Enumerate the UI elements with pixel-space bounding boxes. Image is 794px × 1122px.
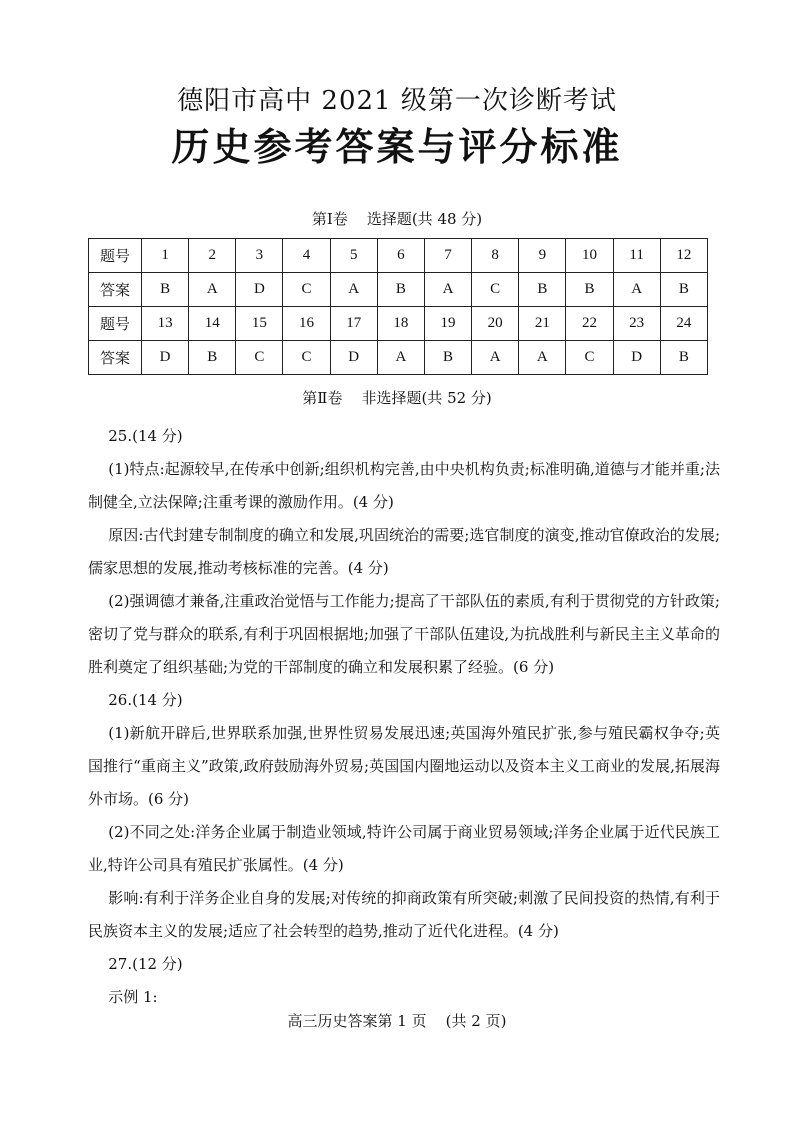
table-cell: C [283, 341, 330, 375]
table-cell: C [283, 273, 330, 307]
row-header: 答案 [89, 273, 142, 307]
table-cell: D [142, 341, 189, 375]
table-cell: D [236, 273, 283, 307]
answer-body [88, 420, 720, 1014]
table-cell: 7 [424, 239, 471, 273]
table-cell: 14 [189, 307, 236, 341]
question-25-part-2: (2)强调德才兼备,注重政治觉悟与工作能力;提高了干部队伍的素质,有利于贯彻党的方针政策;密切了党与群众的联系,有利于巩固根据地;加强了干部队伍建设,为抗战胜利与新民主主义革命的胜利奠定了组织基础;为党的干部制度的确立和发展积累了经验。(6 分) [88, 592, 720, 676]
question-25-heading: 25.(14 分) [108, 427, 183, 445]
question-26-impact: 影响:有利于洋务企业自身的发展;对传统的抑商政策有所突破;刺激了民间投资的热情,有利于民族资本主义的发展;适应了社会转型的趋势,推动了近代化进程。(4 分) [88, 889, 720, 940]
table-cell: 15 [236, 307, 283, 341]
table-cell: D [613, 341, 660, 375]
table-cell: C [472, 273, 519, 307]
table-cell: 11 [613, 239, 660, 273]
table-cell: 13 [142, 307, 189, 341]
question-27-example: 示例 1: [108, 988, 158, 1006]
table-cell: 17 [330, 307, 377, 341]
section-2-label: 第Ⅱ卷 非选择题(共 52 分) [302, 389, 492, 407]
table-cell: B [660, 273, 707, 307]
table-cell: 1 [142, 239, 189, 273]
question-26-heading: 26.(14 分) [108, 691, 183, 709]
row-header: 答案 [89, 341, 142, 375]
table-cell: A [519, 341, 566, 375]
question-26-part-2: (2)不同之处:洋务企业属于制造业领域,特许公司属于商业贸易领域;洋务企业属于近代民族工业,特许公司具有殖民扩张属性。(4 分) [88, 823, 720, 874]
answer-table [88, 238, 708, 375]
table-cell: 19 [424, 307, 471, 341]
question-25-part-1: (1)特点:起源较早,在传承中创新;组织机构完善,由中央机构负责;标准明确,道德与才能并重;法制健全,立法保障;注重考课的激励作用。(4 分) [88, 460, 720, 511]
table-cell: 18 [377, 307, 424, 341]
table-cell: 12 [660, 239, 707, 273]
table-cell: A [189, 273, 236, 307]
section-1-label: 第Ⅰ卷 选择题(共 48 分) [311, 210, 483, 228]
table-cell: 22 [566, 307, 613, 341]
table-cell: 9 [519, 239, 566, 273]
table-cell: 5 [330, 239, 377, 273]
table-cell: A [424, 273, 471, 307]
question-26-part-1: (1)新航开辟后,世界联系加强,世界性贸易发展迅速;英国海外殖民扩张,参与殖民霸权争夺;英国推行“重商主义”政策,政府鼓励海外贸易;英国国内圈地运动以及资本主义工商业的发展,拓展海外市场。(6 分) [88, 724, 720, 808]
table-cell: B [519, 273, 566, 307]
row-header: 题号 [89, 239, 142, 273]
row-header: 题号 [89, 307, 142, 341]
table-cell: B [142, 273, 189, 307]
table-cell: 24 [660, 307, 707, 341]
table-row [89, 341, 708, 375]
question-27-heading: 27.(12 分) [108, 955, 183, 973]
question-25-reason: 原因:古代封建专制制度的确立和发展,巩固统治的需要;选官制度的演变,推动官僚政治的发展;儒家思想的发展,推动考核标准的完善。(4 分) [88, 526, 720, 577]
table-row [89, 239, 708, 273]
document-title: 历史参考答案与评分标准 [171, 124, 623, 169]
table-cell: A [377, 341, 424, 375]
table-cell: B [660, 341, 707, 375]
table-cell: C [566, 341, 613, 375]
table-cell: D [330, 341, 377, 375]
table-cell: 6 [377, 239, 424, 273]
table-cell: B [424, 341, 471, 375]
table-cell: 4 [283, 239, 330, 273]
table-cell: C [236, 341, 283, 375]
table-cell: A [613, 273, 660, 307]
table-cell: 8 [472, 239, 519, 273]
table-cell: 23 [613, 307, 660, 341]
page-footer: 高三历史答案第 1 页 (共 2 页) [287, 1012, 507, 1030]
table-cell: A [472, 341, 519, 375]
table-cell: B [566, 273, 613, 307]
table-cell: 2 [189, 239, 236, 273]
exam-title: 德阳市高中 2021 级第一次诊断考试 [177, 86, 617, 116]
table-cell: 10 [566, 239, 613, 273]
table-cell: 21 [519, 307, 566, 341]
table-cell: B [377, 273, 424, 307]
table-row [89, 307, 708, 341]
table-cell: 16 [283, 307, 330, 341]
table-cell: B [189, 341, 236, 375]
table-cell: 3 [236, 239, 283, 273]
table-cell: 20 [472, 307, 519, 341]
table-cell: A [330, 273, 377, 307]
table-row [89, 273, 708, 307]
